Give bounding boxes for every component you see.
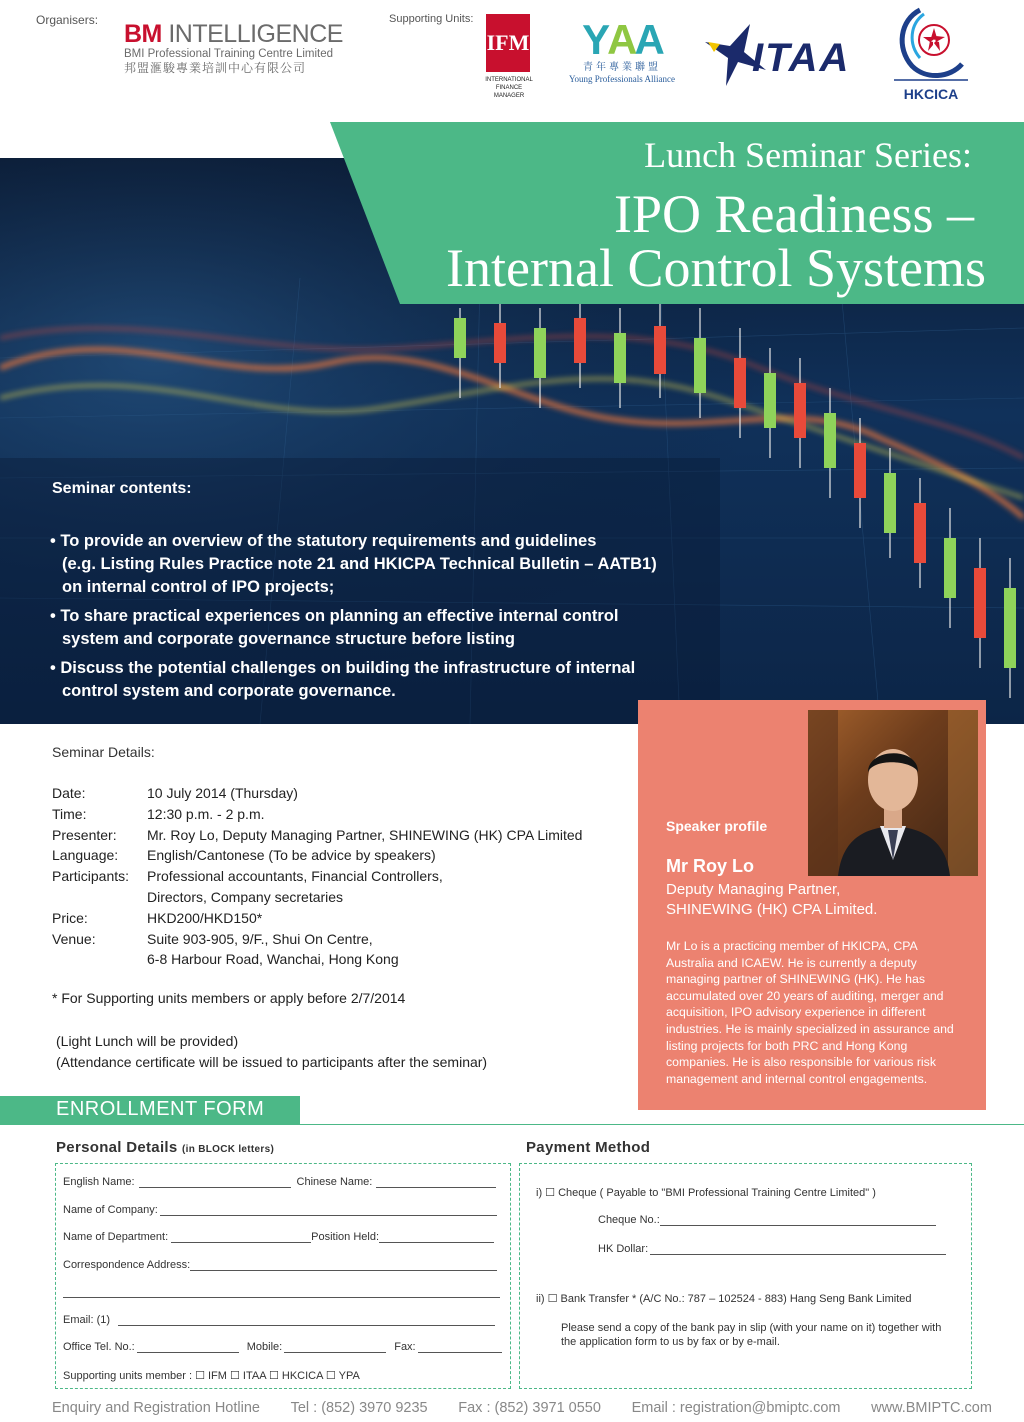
footer-website[interactable]: www.BMIPTC.com xyxy=(871,1400,992,1416)
personal-details-box xyxy=(55,1163,511,1389)
english-name-row: English Name: Chinese Name: xyxy=(63,1176,496,1188)
ifm-mark: IFM xyxy=(486,14,530,72)
cheque-no-field[interactable] xyxy=(660,1214,936,1226)
company-field[interactable] xyxy=(160,1204,497,1216)
office-tel-field[interactable] xyxy=(137,1341,239,1353)
bank-transfer-note-2: the application form to us by fax or by e-mail. xyxy=(561,1336,780,1348)
detail-row-date: Date: 10 July 2014 (Thursday) xyxy=(52,785,298,801)
fax-field[interactable] xyxy=(418,1341,502,1353)
contents-item: • To share practical experiences on planning an effective internal control system and corporate governance structure before listing xyxy=(50,607,619,648)
detail-row-presenter: Presenter: Mr. Roy Lo, Deputy Managing Partner, SHINEWING (HK) CPA Limited xyxy=(52,826,583,843)
english-name-field[interactable] xyxy=(139,1176,291,1188)
seminar-contents-list xyxy=(50,530,710,709)
seminar-contents-title: Seminar contents: xyxy=(52,480,192,497)
speaker-bio: Mr Lo is a practicing member of HKICPA, CPA Australia and ICAEW. He is currently a deputy managing partner of SHINEWING (HK). He has accumulated over 20 years of auditing, merger and acquisition, IPO advisory experience in different industries. He is mainly specialized in assurance and listing projects for both PRC and Hong Kong companies. He is also responsible for various risk management and internal control engagements. xyxy=(666,939,954,1086)
personal-details-title: Personal Details (in BLOCK letters) xyxy=(56,1139,275,1156)
detail-row-participants-cont: Directors, Company secretaries xyxy=(147,888,344,905)
bmi-brand-rest: INTELLIGENCE xyxy=(168,20,343,48)
enrollment-form-title: ENROLLMENT FORM xyxy=(56,1098,265,1120)
lunch-note: (Light Lunch will be provided) xyxy=(56,1033,239,1049)
detail-row-language: Language: English/Cantonese (To be advice by speakers) xyxy=(52,847,436,864)
ypa-cn: 青年專業聯盟 xyxy=(583,62,661,73)
detail-row-participants: Participants: Professional accountants, Financial Controllers, xyxy=(52,868,443,885)
hk-dollar-row: HK Dollar: xyxy=(598,1243,946,1255)
organisers-label: Organisers: xyxy=(36,13,99,27)
bank-transfer-note-1: Please send a copy of the bank pay in slip (with your name on it) together with xyxy=(561,1322,942,1334)
ypa-en: Young Professionals Alliance xyxy=(568,74,676,84)
seminar-details-title: Seminar Details: xyxy=(52,744,155,760)
contents-item: • To provide an overview of the statutory requirements and guidelines (e.g. Listing Rules Practice note 21 and HKICPA Technical Bulletin – AATB1) on internal control of IPO projects; xyxy=(50,532,657,596)
bank-transfer-option[interactable]: ii) ☐ Bank Transfer * (A/C No.: 787 – 102524 - 883) Hang Seng Bank Limited xyxy=(536,1293,912,1305)
email-row: Email: (1) xyxy=(63,1314,495,1326)
enrollment-divider xyxy=(0,1124,1024,1125)
department-field[interactable] xyxy=(171,1231,311,1243)
hk-dollar-field[interactable] xyxy=(650,1243,946,1255)
bmi-sub-cn: 邦盟滙駿專業培訓中心有限公司 xyxy=(124,61,307,75)
phone-row: Office Tel. No.: Mobile: Fax: xyxy=(63,1341,502,1353)
detail-row-time: Time: 12:30 p.m. - 2 p.m. xyxy=(52,805,265,822)
seminar-series-label: Lunch Seminar Series: xyxy=(644,135,972,175)
speaker-profile-label: Speaker profile xyxy=(666,818,768,834)
email-field[interactable] xyxy=(118,1314,495,1326)
seminar-title-line2: Internal Control Systems xyxy=(446,238,986,298)
address-field-2[interactable] xyxy=(63,1286,500,1298)
contents-item: • Discuss the potential challenges on building the infrastructure of internal control system and corporate governance. xyxy=(50,659,636,700)
speaker-name: Mr Roy Lo xyxy=(666,856,754,876)
detail-row-venue: Venue: Suite 903-905, 9/F., Shui On Centre, xyxy=(52,930,373,947)
ypa-logo: YAA 青年專業聯盟 Young Professionals Alliance xyxy=(560,18,684,94)
seminar-details-table xyxy=(52,783,632,970)
seminar-title-line1: IPO Readiness – xyxy=(614,184,974,244)
title-band xyxy=(0,0,1024,330)
department-row: Name of Department: Position Held: xyxy=(63,1231,494,1243)
address-row: Correspondence Address: xyxy=(63,1259,497,1271)
certificate-note: (Attendance certificate will be issued to participants after the seminar) xyxy=(56,1054,488,1070)
speaker-role: Deputy Managing Partner, SHINEWING (HK) CPA Limited. xyxy=(666,881,878,918)
address-field[interactable] xyxy=(190,1259,497,1271)
detail-row-price: Price: HKD200/HKD150* xyxy=(52,909,263,926)
hkcica-mark: HKCICA xyxy=(903,86,959,102)
footer-email[interactable]: Email : registration@bmiptc.com xyxy=(631,1400,841,1416)
detail-row-venue-cont: 6-8 Harbour Road, Wanchai, Hong Kong xyxy=(147,951,399,968)
footer-contact-bar xyxy=(52,1400,992,1416)
hotline-label: Enquiry and Registration Hotline xyxy=(52,1400,260,1416)
bmi-brand-bm: BM xyxy=(124,20,162,48)
company-row: Name of Company: xyxy=(63,1204,497,1216)
speaker-profile-card xyxy=(638,700,986,1110)
speaker-portrait-icon xyxy=(808,710,978,876)
seminar-extras xyxy=(56,1031,487,1073)
cheque-no-row: Cheque No.: xyxy=(598,1214,936,1226)
footer-fax: Fax : (852) 3971 0550 xyxy=(458,1400,601,1416)
mobile-field[interactable] xyxy=(284,1341,386,1353)
bmi-sub-en: BMI Professional Training Centre Limited xyxy=(124,48,334,60)
price-footnote: * For Supporting units members or apply before 2/7/2014 xyxy=(52,990,406,1006)
itaa-mark: ITAA xyxy=(752,36,851,80)
supporting-units-row[interactable]: Supporting units member : ☐ IFM ☐ ITAA ☐ HKCICA ☐ YPA xyxy=(63,1370,360,1382)
cheque-option[interactable]: i) ☐ Cheque ( Payable to "BMI Professional Training Centre Limited" ) xyxy=(536,1187,876,1199)
chinese-name-field[interactable] xyxy=(376,1176,496,1188)
position-field[interactable] xyxy=(379,1231,494,1243)
supporting-units-label: Supporting Units: xyxy=(389,13,474,25)
address-row-2 xyxy=(63,1286,500,1298)
ifm-text: INTERNATIONAL FINANCE MANAGER xyxy=(485,77,533,99)
payment-method-title: Payment Method xyxy=(526,1139,651,1156)
speaker-photo xyxy=(808,710,978,876)
footer-tel: Tel : (852) 3970 9235 xyxy=(290,1400,428,1416)
